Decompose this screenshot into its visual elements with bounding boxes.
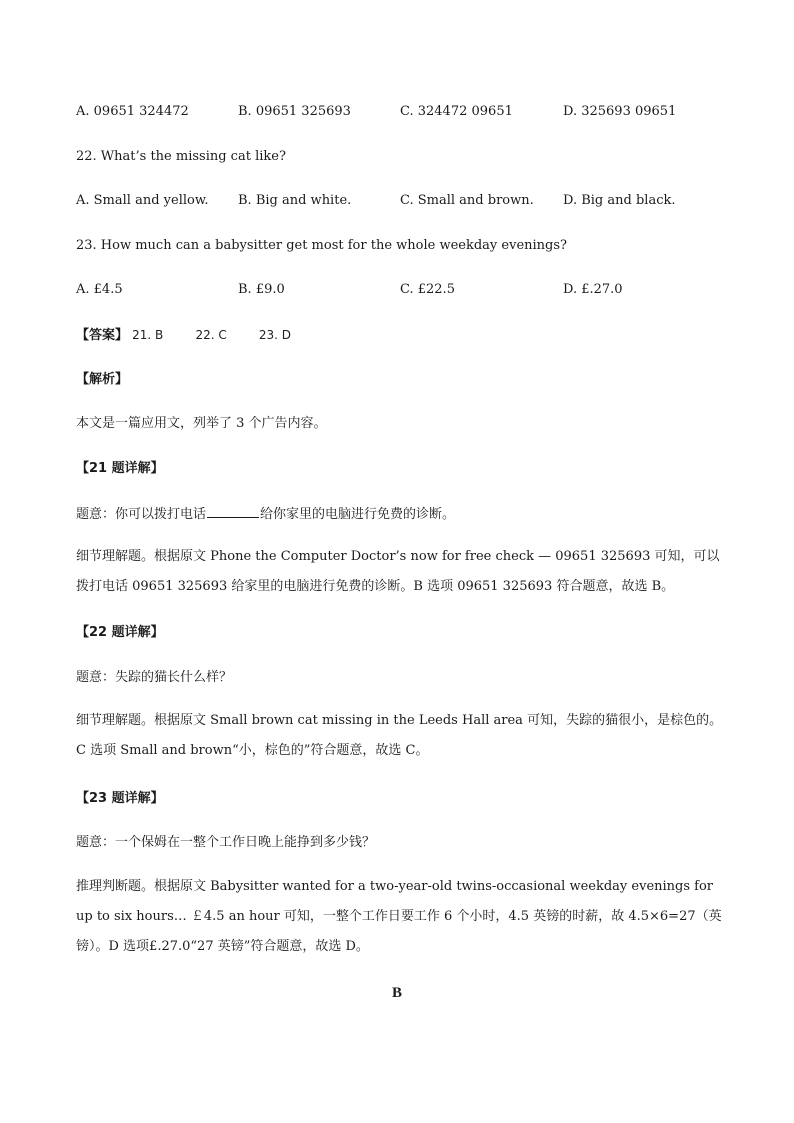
q22-question: 22. What’s the missing cat like? xyxy=(76,149,286,164)
analysis-intro: 本文是一篇应用文，列举了 3 个广告内容。 xyxy=(76,416,327,431)
d22-meaning: 题意：失踪的猫长什么样？ xyxy=(76,670,233,685)
answer-blank xyxy=(207,505,259,518)
analysis-label: 【解析】 xyxy=(76,372,129,387)
q22-option-d: D. Big and black. xyxy=(563,193,676,208)
d21-heading: 【21 题详解】 xyxy=(76,461,164,476)
answer-22: 22. C xyxy=(195,328,227,342)
q21-option-b: B. 09651 325693 xyxy=(238,104,351,119)
answer-21: 21. B xyxy=(132,328,164,342)
d23-detail: 推理判断题。根据原文 Babysitter wanted for a two-year-old twins-occasional weekday evenings for up to six hours… ￡4.5 an hour 可知，一整个工作日要工作 6 个小时，4.5 英镑的时薪，故 4.5×6=27（英镑）。D 选项£.27.0“27 英镑”符合题意，故选 D。 xyxy=(76,879,722,954)
d22-heading: 【22 题详解】 xyxy=(76,625,164,640)
d22-detail: 细节理解题。根据原文 Small brown cat missing in the Leeds Hall area 可知，失踪的猫很小，是棕色的。C 选项 Small and brown“小，棕色的”符合题意，故选 C。 xyxy=(76,713,723,758)
q23-option-c: C. £22.5 xyxy=(400,282,455,297)
answer-label: 【答案】 xyxy=(76,328,129,343)
q22-option-a: A. Small and yellow. xyxy=(76,193,209,208)
answer-line xyxy=(76,326,726,345)
q23-option-b: B. £9.0 xyxy=(238,282,285,297)
answer-23: 23. D xyxy=(258,328,291,342)
d21-detail: 细节理解题。根据原文 Phone the Computer Doctor’s now for free check — 09651 325693 可知，可以拨打电话 09651 325693 给家里的电脑进行免费的诊断。B 选项 09651 325693 符合题意，故选 B。 xyxy=(76,549,720,594)
q22-option-b: B. Big and white. xyxy=(238,193,352,208)
section-letter: B xyxy=(391,985,402,1001)
q23-option-a: A. £4.5 xyxy=(76,282,123,297)
d23-heading: 【23 题详解】 xyxy=(76,791,164,806)
q23-option-d: D. £.27.0 xyxy=(563,282,623,297)
d21-meaning: 题意：你可以拨打电话 给你家里的电脑进行免费的诊断。 xyxy=(76,507,456,522)
q23-options xyxy=(76,282,726,300)
q21-option-c: C. 324472 09651 xyxy=(400,104,513,119)
q21-option-a: A. 09651 324472 xyxy=(76,104,189,119)
q21-options xyxy=(76,104,726,122)
d23-meaning: 题意：一个保姆在一整个工作日晚上能挣到多少钱？ xyxy=(76,835,376,850)
q23-question: 23. How much can a babysitter get most for the whole weekday evenings? xyxy=(76,238,567,253)
q22-options xyxy=(76,193,726,211)
q22-option-c: C. Small and brown. xyxy=(400,193,534,208)
q21-option-d: D. 325693 09651 xyxy=(563,104,677,119)
